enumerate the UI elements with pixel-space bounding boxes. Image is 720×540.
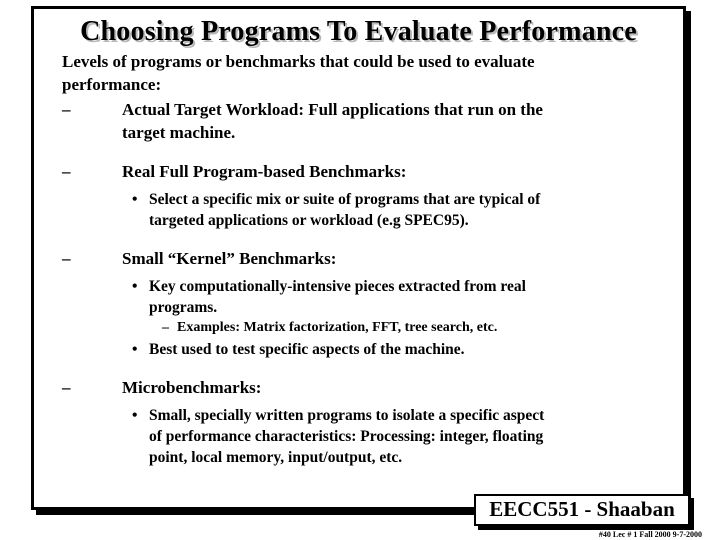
dash-marker: – — [62, 100, 71, 119]
sub-item-text: Examples: Matrix factorization, FFT, tree search, etc. — [177, 320, 498, 335]
dash-marker: – — [162, 320, 169, 335]
level-small-kernel-benchmarks — [62, 247, 677, 270]
level-actual-target-workload — [62, 98, 677, 144]
bullet-item — [62, 276, 677, 318]
slide-footer-info: #40 Lec # 1 Fall 2000 9-7-2000 — [598, 530, 702, 539]
item-line: Small “Kernel” Benchmarks: — [122, 249, 337, 268]
slide-title: Choosing Programs To Evaluate Performance — [80, 16, 637, 47]
bullet-marker: • — [132, 191, 138, 208]
item-line: target machine. — [122, 123, 236, 142]
intro-line-1: Levels of programs or benchmarks that could be used to evaluate — [62, 52, 535, 71]
bullet-line: of performance characteristics: Processing: integer, floating — [149, 428, 544, 445]
bullet-marker: • — [132, 407, 138, 424]
bullet-item — [62, 339, 677, 360]
slide-body — [62, 50, 677, 468]
item-line: Real Full Program-based Benchmarks: — [122, 162, 407, 181]
item-line: Actual Target Workload: Full applications that run on the — [122, 100, 543, 119]
bullet-item — [62, 189, 677, 231]
bullet-marker: • — [132, 278, 138, 295]
bullet-line: point, local memory, input/output, etc. — [149, 449, 403, 466]
dash-marker: – — [62, 249, 71, 268]
sub-item — [62, 318, 677, 337]
course-badge — [474, 494, 690, 526]
dash-marker: – — [62, 162, 71, 181]
course-badge-label: EECC551 - Shaaban — [474, 494, 690, 526]
bullet-line: Select a specific mix or suite of programs that are typical of — [149, 191, 541, 208]
dash-marker: – — [62, 378, 71, 397]
bullet-line: Key computationally-intensive pieces extracted from real — [149, 278, 526, 295]
item-line: Microbenchmarks: — [122, 378, 262, 397]
level-real-full-program-benchmarks — [62, 160, 677, 183]
bullet-line: Small, specially written programs to isolate a specific aspect — [149, 407, 545, 424]
bullet-item — [62, 405, 677, 468]
bullet-line: targeted applications or workload (e.g SPEC95). — [149, 212, 469, 229]
bullet-marker: • — [132, 341, 138, 358]
bullet-line: programs. — [149, 299, 218, 316]
bullet-line: Best used to test specific aspects of the machine. — [149, 341, 465, 358]
level-microbenchmarks — [62, 376, 677, 399]
intro-line-2: performance: — [62, 75, 162, 94]
